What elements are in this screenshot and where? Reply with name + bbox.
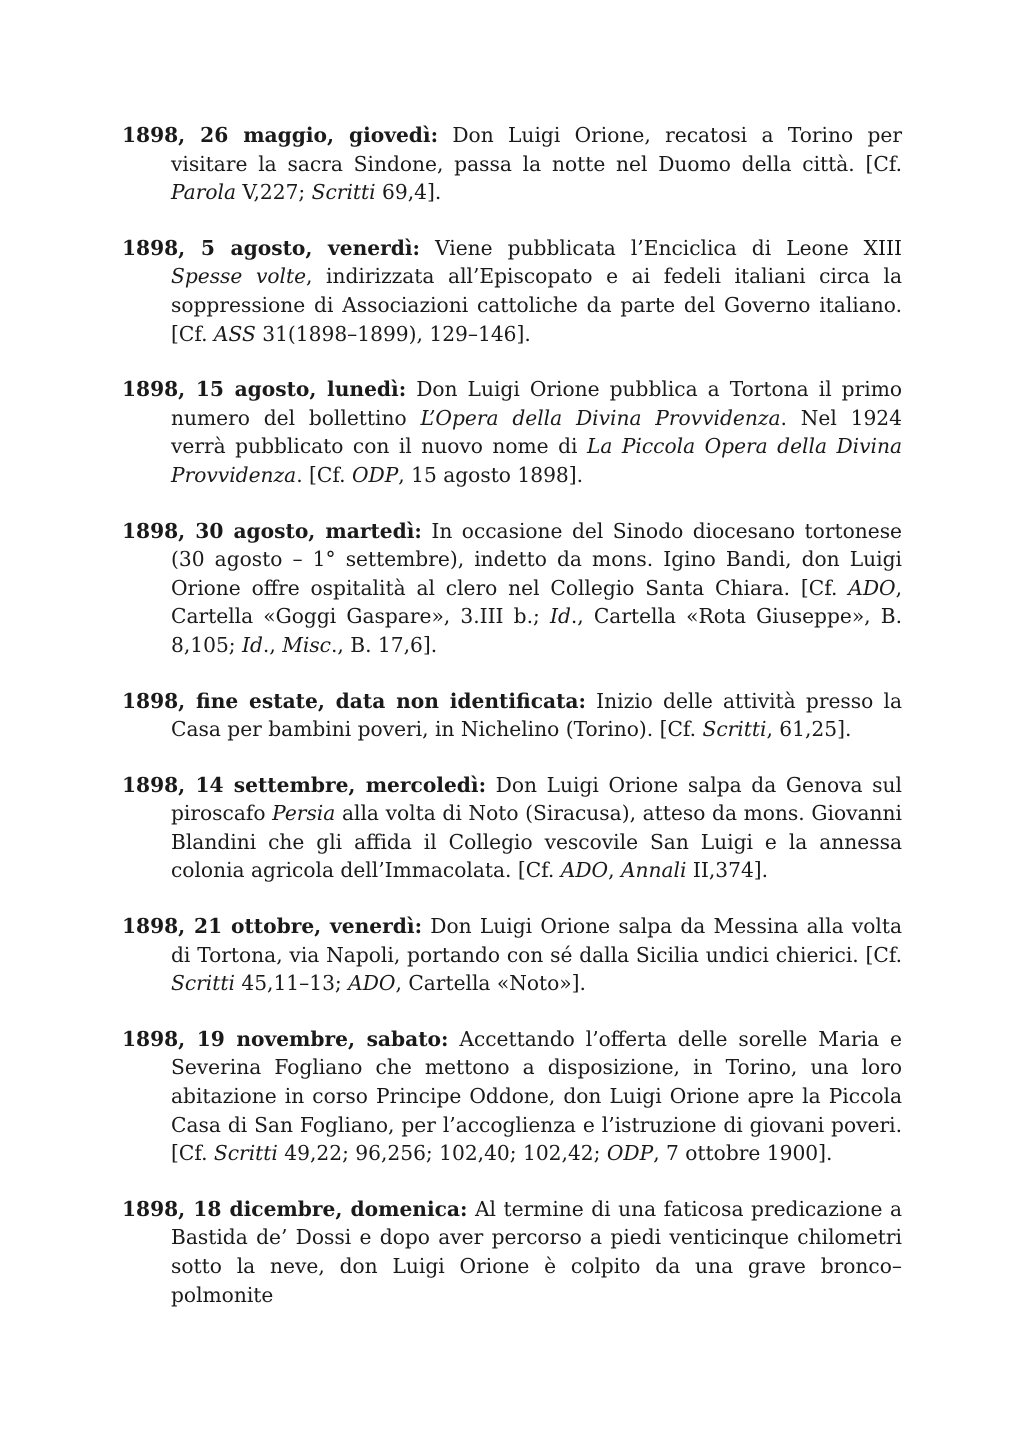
entry-citation-italic: La Piccola Opera della Divina Provvidenza (171, 434, 902, 487)
entry-text: 49,22; 96,256; 102,40; 102,42; (277, 1141, 607, 1166)
chronology-entry (122, 517, 902, 660)
entry-citation-italic: Id (549, 604, 571, 629)
entry-citation-italic: Scritti (702, 717, 767, 742)
entry-date: 1898, 14 settembre, mercoledì: (122, 772, 487, 797)
entry-citation-italic: Spesse volte (171, 264, 307, 289)
entry-citation-italic: Misc (282, 632, 331, 657)
entry-text: , indirizzata all’Episcopato e ai fedeli italiani circa la soppressione di Associazioni cattoliche da parte del Governo italiano. [Cf. (171, 264, 902, 346)
entry-text: ., B. 17,6]. (330, 632, 438, 657)
chronology-entry (122, 1195, 902, 1309)
entry-citation-italic: Persia (272, 801, 336, 826)
chronology-entry (122, 121, 902, 207)
chronology-list (122, 121, 902, 1336)
entry-text: 31(1898–1899), 129–146]. (255, 321, 531, 346)
entry-date: 1898, 18 dicembre, domenica: (122, 1196, 468, 1221)
entry-text: 69,4]. (375, 180, 442, 205)
entry-citation-italic: ODP (351, 462, 399, 487)
entry-citation-italic: ODP (606, 1141, 654, 1166)
entry-citation-italic: Id (242, 632, 263, 657)
entry-date: 1898, 30 agosto, martedì: (122, 518, 422, 543)
chronology-entry (122, 234, 902, 348)
chronology-entry (122, 1025, 902, 1168)
entry-text: , (608, 858, 621, 883)
entry-citation-italic: ADO (848, 575, 896, 600)
entry-citation-italic: Scritti (171, 971, 235, 996)
entry-text: . [Cf. (296, 462, 352, 487)
entry-citation-italic: ADO (348, 971, 396, 996)
entry-text: , 15 agosto 1898]. (398, 462, 584, 487)
entry-text: . Nel 1924 verrà pubblicato con il nuovo nome di (171, 405, 902, 459)
entry-citation-italic: Parola (171, 180, 237, 205)
entry-date: 1898, 15 agosto, lunedì: (122, 377, 407, 402)
entry-citation-italic: ADO (560, 858, 609, 883)
entry-text: Viene pubblicata l’Enciclica di Leone XIII (420, 235, 902, 260)
entry-date: 1898, 21 ottobre, venerdì: (122, 914, 423, 939)
entry-date: 1898, 5 agosto, venerdì: (122, 235, 420, 260)
entry-text: Accettando l’offerta delle sorelle Maria e Severina Fogliano che mettono a disposizione, in Torino, una loro abitazione in corso Principe Oddone, don Luigi Orione apre la Piccola Casa di San Fogliano, per l’accoglienza e l’istruzione di giovani poveri. [Cf. (171, 1026, 902, 1166)
chronology-entry (122, 771, 902, 885)
entry-text: Al termine di una faticosa predicazione a Bastida de’ Dossi e dopo aver percorso a piedi venticinque chilometri sotto la neve, don Luigi Orione è colpito da una grave bronco–polmonite (171, 1196, 902, 1307)
entry-date: 1898, fine estate, data non identificata: (122, 688, 586, 713)
entry-text: Don Luigi Orione, recatosi a Torino per visitare la sacra Sindone, passa la notte nel Duomo della città. [Cf. (171, 123, 902, 176)
entry-text: , 7 ottobre 1900]. (653, 1141, 833, 1166)
entry-text: Don Luigi Orione salpa da Genova sul piroscafo (171, 772, 902, 826)
entry-text: V,227; (236, 180, 312, 205)
entry-text: , Cartella «Goggi Gaspare», 3.III b.; (171, 575, 902, 629)
entry-citation-italic: Scritti (311, 180, 376, 205)
entry-citation-italic: ASS (213, 321, 256, 346)
entry-text: , Cartella «Noto»]. (395, 971, 586, 996)
entry-text: Don Luigi Orione pubblica a Tortona il primo numero del bollettino (171, 377, 903, 430)
entry-text: In occasione del Sinodo diocesano tortonese (30 agosto – 1° settembre), indetto da mons. Igino Bandi, don Luigi Orione offre ospitalità al clero nel Collegio Santa Chiara. [Cf. (171, 518, 902, 600)
entry-text: II,374]. (686, 858, 769, 883)
entry-citation-italic: L’Opera della Divina Provvidenza (420, 405, 781, 430)
entry-text: , 61,25]. (766, 717, 852, 742)
entry-text: ., (262, 632, 283, 657)
chronology-entry (122, 687, 902, 744)
entry-date: 1898, 19 novembre, sabato: (122, 1026, 449, 1051)
entry-text: Don Luigi Orione salpa da Messina alla volta di Tortona, via Napoli, portando con sé dalla Sicilia undici chierici. [Cf. (171, 914, 903, 967)
entry-citation-italic: Scritti (213, 1141, 278, 1166)
entry-text: 45,11–13; (234, 971, 349, 996)
entry-text: Inizio delle attività presso la Casa per bambini poveri, in Nichelino (Torino). [Cf. (171, 688, 903, 742)
chronology-entry (122, 912, 902, 998)
entry-date: 1898, 26 maggio, giovedì: (122, 123, 439, 147)
entry-text: ., Cartella «Rota Giuseppe», B. 8,105; (171, 604, 902, 657)
entry-text: alla volta di Noto (Siracusa), atteso da mons. Giovanni Blandini che gli affida il Collegio vescovile San Luigi e la annessa colonia agricola dell’Immacolata. [Cf. (171, 801, 902, 883)
chronology-entry (122, 375, 902, 489)
entry-citation-italic: Annali (620, 858, 687, 883)
